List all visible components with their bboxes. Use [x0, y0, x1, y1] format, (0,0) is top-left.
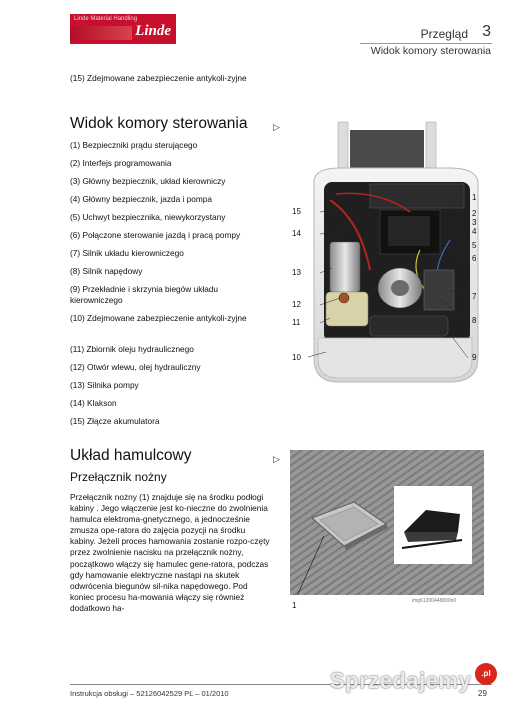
brand-small-text: Linde Material Handling — [74, 16, 138, 22]
figure1-callout: 8 — [472, 316, 477, 325]
continued-item: (15) Zdejmowane zabezpieczenie antykoli-zyjne — [70, 73, 247, 83]
figure1-callout: 14 — [292, 229, 301, 238]
foot-switch-photo — [290, 450, 484, 595]
list-item: (7) Silnik układu kierowniczego — [70, 248, 184, 258]
list-item: (5) Uchwyt bezpiecznika, niewykorzystany — [70, 212, 226, 222]
figure1-callout: 2 — [472, 209, 477, 218]
list-item: (11) Zbiornik oleju hydraulicznego — [70, 344, 194, 354]
brand-mark: Linde — [135, 23, 171, 39]
linde-logo — [70, 14, 176, 44]
section2-body: Przełącznik nożny (1) znajduje się na środku podłogi kabiny . Jego włączenie jest ko-nieczne do zwolnienia hamulca elektroma-gnetycznego, a jednocześnie zmusza ope-ratora do zajęcia pozycji na środku kabiny. Jeżeli proces hamowania zostanie rozpo-częty przez zwolnienie nacisku na przełącznik nożny, początkowo włączy się hamulec gene-ratora, podczas gdy hamowanie elektryczne nastąpi na skutek odwrócenia biegunów sil-nika napędowego. Pod koniec procesu ha-mowania włączy się również dodatkowo ha- — [70, 492, 270, 613]
figure1-callout: 5 — [472, 241, 477, 250]
figure1-callout: 12 — [292, 300, 301, 309]
section2-arrow-icon: ▷ — [273, 454, 280, 464]
section1-arrow-icon: ▷ — [273, 122, 280, 132]
list-item: (13) Silnika pompy — [70, 380, 139, 390]
list-item: (3) Główny bezpiecznik, układ kierowniczy — [70, 176, 226, 186]
list-item: (8) Silnik napędowy — [70, 266, 143, 276]
section2-subtitle: Przełącznik nożny — [70, 470, 167, 484]
list-item: (6) Połączone sterowanie jazdą i pracą pompy — [70, 230, 241, 240]
figure1-callout: 11 — [292, 318, 301, 327]
figure1-callout: 9 — [472, 353, 477, 362]
list-item: (9) Przekładnie i skrzynia biegów układu kierowniczego — [70, 284, 219, 305]
figure1-callout: 6 — [472, 254, 477, 263]
list-item: (4) Główny bezpiecznik, jazda i pompa — [70, 194, 213, 204]
figure1-callout: 1 — [472, 193, 477, 202]
figure1-callout: 3 — [472, 218, 477, 227]
list-item: (2) Interfejs programowania — [70, 158, 172, 168]
section1-title: Widok komory sterowania — [70, 115, 248, 132]
header-section-number: 3 — [482, 23, 491, 40]
section2-title: Układ hamulcowy — [70, 447, 192, 464]
figure1-callout: 10 — [292, 353, 301, 362]
footer-document-info: Instrukcja obsługi – 52126042529 PL – 01/2010 — [70, 689, 229, 698]
control-compartment-photo — [300, 120, 490, 395]
figure2-callout: 1 — [292, 601, 297, 610]
list-item: (14) Klakson — [70, 398, 117, 408]
figure1-callout: 4 — [472, 227, 477, 236]
watermark-badge-icon: .pl — [475, 663, 497, 685]
header-rule — [360, 43, 492, 44]
list-item: (10) Zdejmowane zabezpieczenie antykoli-zyjne — [70, 313, 247, 323]
figure2-image-code: img61200448800n0 — [412, 598, 457, 604]
header-section-title: Przegląd — [420, 27, 468, 41]
figure1-callout: 15 — [292, 207, 301, 216]
header-subsection: Widok komory sterowania — [370, 45, 491, 57]
list-item: (15) Złącze akumulatora — [70, 416, 160, 426]
footer-page-number: 29 — [478, 689, 487, 698]
logo-stripe — [70, 26, 132, 40]
figure1-callout: 7 — [472, 292, 477, 301]
figure1-callout: 13 — [292, 268, 301, 277]
list-item: (12) Otwór wlewu, olej hydrauliczny — [70, 362, 201, 372]
watermark-text: Sprzedajemy — [330, 668, 472, 693]
list-item: (1) Bezpieczniki prądu sterującego — [70, 140, 198, 150]
